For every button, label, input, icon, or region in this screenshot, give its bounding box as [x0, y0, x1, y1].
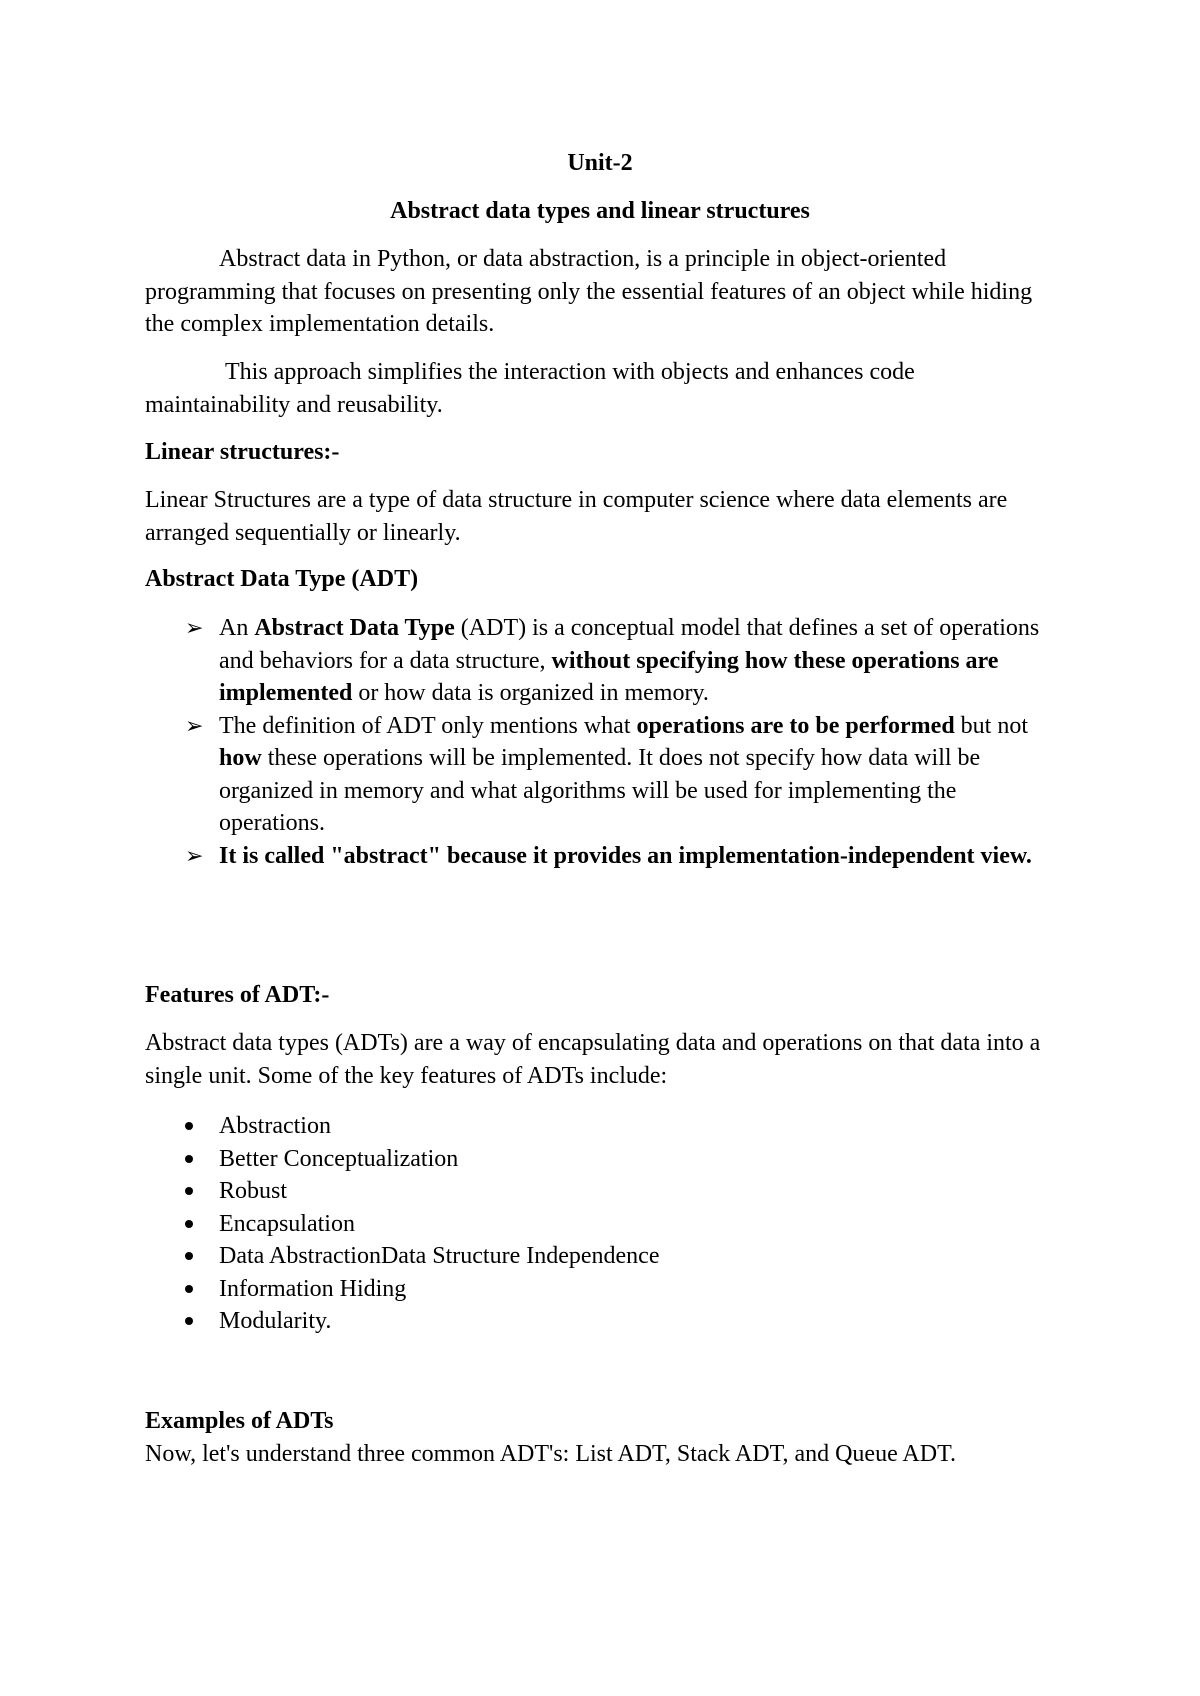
bullet-dot-icon: [185, 1187, 193, 1195]
features-list-item: Better Conceptualization: [145, 1143, 1045, 1176]
intro-paragraph-1: Abstract data in Python, or data abstraction, is a principle in object-oriented programming that focuses on presenting only the essential features of an object while hiding the complex implementation details.: [145, 246, 1033, 337]
bullet-dot-icon: [185, 1220, 193, 1228]
linear-structures-heading: Linear structures:-: [145, 439, 340, 465]
features-list-item: Robust: [145, 1175, 1045, 1208]
features-list: [145, 1110, 1045, 1338]
arrow-bullet-icon: ➢: [185, 615, 204, 640]
bullet-dot-icon: [185, 1122, 193, 1130]
examples-heading: Examples of ADTs: [145, 1408, 334, 1434]
linear-structures-text: Linear Structures are a type of data structure in computer science where data elements are arranged sequentially or linearly.: [145, 487, 1008, 546]
features-text: Abstract data types (ADTs) are a way of encapsulating data and operations on that data into a single unit. Some of the key features of ADTs include:: [145, 1030, 1041, 1089]
features-list-item: Data AbstractionData Structure Independence: [145, 1240, 1045, 1273]
bullet-dot-icon: [185, 1317, 193, 1325]
adt-bullet-item: ➢ It is called "abstract" because it provides an implementation-independent view.: [145, 840, 1065, 873]
adt-bullet-list: [145, 612, 1065, 872]
bullet-dot-icon: [185, 1155, 193, 1163]
features-heading: Features of ADT:-: [145, 982, 330, 1008]
features-list-item: Abstraction: [145, 1110, 1045, 1143]
arrow-bullet-icon: ➢: [185, 842, 204, 868]
adt-heading: Abstract Data Type (ADT): [145, 566, 419, 592]
bullet-dot-icon: [185, 1285, 193, 1293]
bullet-dot-icon: [185, 1252, 193, 1260]
examples-text: Now, let's understand three common ADT's: List ADT, Stack ADT, and Queue ADT.: [145, 1441, 956, 1467]
features-list-item: Information Hiding: [145, 1273, 1045, 1306]
arrow-bullet-icon: ➢: [185, 712, 204, 738]
adt-bullet-item: ➢ The definition of ADT only mentions what operations are to be performed but not how these operations will be implemented. It does not specify how data will be organized in memory and what algorithms will be used for implementing the operations.: [145, 710, 1065, 840]
intro-paragraph-2: This approach simplifies the interaction with objects and enhances code maintainability and reusability.: [145, 359, 915, 418]
page-subtitle: Abstract data types and linear structures: [390, 198, 810, 224]
features-list-item: Modularity.: [145, 1305, 1045, 1338]
features-list-item: Encapsulation: [145, 1208, 1045, 1241]
adt-bullet-item: ➢ An Abstract Data Type (ADT) is a conceptual model that defines a set of operations and behaviors for a data structure, without specifying how these operations are implemented or how data is organized in memory.: [145, 612, 1065, 710]
unit-title: Unit-2: [567, 150, 633, 176]
